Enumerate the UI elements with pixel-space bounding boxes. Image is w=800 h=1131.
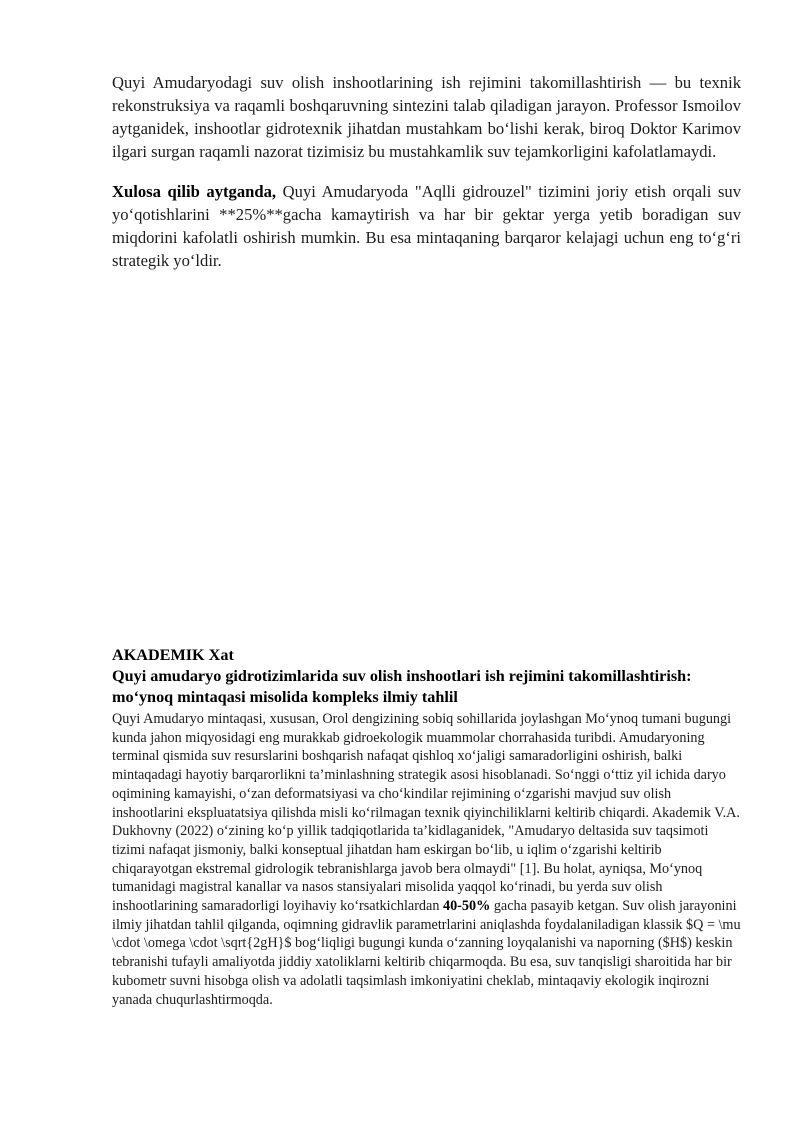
memo-paragraph-1 [112,71,741,163]
letter-body-text-1: Quyi Amudaryo mintaqasi, xususan, Orol dengizining sobiq sohillarida joylashgan Mo‘ynoq tumani bugungi kunda jahon miqyosidagi eng murakkab gidroekologik muammolar chorrahasida turibdi. Amudaryoning terminal qismida suv resurslarini boshqarish nafaqat qishloq xo‘jaligi samaradorligini oshirish, balki mintaqadagi hayotiy barqarorlikni ta’minlashning strategik asosi hisoblanadi. So‘nggi o‘ttiz yil ichida daryo oqimining kamayishi, o‘zan deformatsiyasi va cho‘kindilar rejimining o‘zgarishi mavjud suv olish inshootlarini ekspluatatsiya qilishda misli ko‘rilmagan texnik qiyinchiliklarni keltirib chiqardi. Akademik V.A. Dukhovny (2022) o‘zining ko‘p yillik tadqiqotlarida ta’kidlaganidek, "Amudaryo deltasida suv taqsimoti tizimi nafaqat jismoniy, balki konseptual jihatdan ham eskirgan bo‘lib, u iqlim o‘zgarishi keltirib chiqarayotgan ekstremal gidrologik tebranishlarga javob bera olmaydi" [1]. Bu holat, ayniqsa, Mo‘ynoq tumanidagi magistral kanallar va nasos stansiyalari misolida yaqqol ko‘rinadi, bu yerda suv olish inshootlarining samaradorligi loyihaviy ko‘rsatkichlardan [112,711,740,915]
memo-section [112,71,741,272]
letter-body-text-2: gacha pasayib ketgan. Suv olish jarayonini ilmiy jihatdan tahlil qilganda, oqimning gidravlik parametrlarini aniqlashda foydalaniladigan klassik $Q = \mu \cdot \omega \cdot \sqrt{2gH}$ bog‘liqligi bugungi kunda o‘zanning loyqalanishi va naporning ($H$) keskin tebranishi tufayli amaliyotda jiddiy xatoliklarni keltirib chiqarmoqda. Bu esa, suv tanqisligi sharoitida har bir kubometr suvni hisobga olish va adolatli taqsimlash imkoniyatini cheklab, mintaqaviy ekologik inqirozni yanada chuqurlashtirmoqda. [112,898,741,1008]
memo-paragraph-2-text: Quyi Amudaryoda "Aqlli gidrouzel" tizimini joriy etish orqali suv yo‘qotishlarini **25%**gacha kamaytirish va har bir gektar yerga yetib boradigan suv miqdorini kafolatli oshirish mumkin. Bu esa mintaqaning barqaror kelajagi uchun eng to‘g‘ri strategik yo‘ldir. [112,182,741,270]
letter-kicker: AKADEMIK Xat [112,646,234,664]
letter-body-paragraph [112,710,744,1009]
memo-paragraph-1-text: Quyi Amudaryodagi suv olish inshootlarining ish rejimini takomillashtirish — bu texnik rekonstruksiya va raqamli boshqaruvning sintezini talab qiladigan jarayon. Professor Ismoilov aytganidek, inshootlar gidrotexnik jihatdan mustahkam bo‘lishi kerak, biroq Doktor Karimov ilgari surgan raqamli nazorat tizimisiz bu mustahkamlik suv tejamkorligini kafolatlamaydi. [112,73,741,161]
letter-body-bold-percentage: 40-50% [442,898,491,915]
memo-paragraph-2 [112,180,741,272]
academic-letter-section [112,645,744,1009]
letter-title: Quyi amudaryo gidrotizimlarida suv olish inshootlari ish rejimini takomillashtirish: mo‘ynoq mintaqasi misolida kompleks ilmiy tahlil [112,667,692,706]
memo-conclusion-lead: Xulosa qilib aytganda, [112,182,277,201]
